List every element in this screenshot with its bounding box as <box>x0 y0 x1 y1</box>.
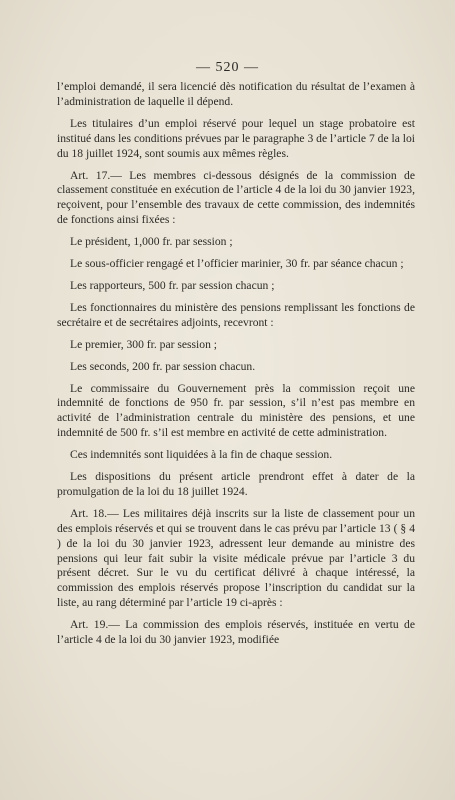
paragraph-commissaire: Le commissaire du Gouvernement près la commission reçoit une indemnité de fonctions de 950 fr. par session, s’il n’est pas membre en activité de l’administration centrale du ministère des pensions, et une indemnité de 500 fr. s’il est membre en activité de cette administration. <box>57 381 415 440</box>
page-number: — 520 — <box>196 60 259 75</box>
list-item-fonctionnaires: Les fonctionnaires du ministère des pensions remplissant les fonctions de secrétaire et de secrétaires adjoints, recevront : <box>57 300 415 329</box>
list-item-rapporteurs: Les rapporteurs, 500 fr. par session chacun ; <box>70 278 275 292</box>
paragraph-continuation: l’emploi demandé, il sera licencié dès notification du résultat de l’examen à l’administration de laquelle il dépend. <box>57 80 415 108</box>
article-18: Art. 18.— Les militaires déjà inscrits sur la liste de classement pour un des emplois réservés et qui se trouvent dans le cas prévu par l’article 13 ( § 4 ) de la loi du 30 janvier 1923, adressent leur demande au ministre des pensions qui leur fait subir la visite médicale prévue par l’article 3 du présent décret. Sur le vu du certificat délivré à chaque intéressé, la commission des emplois réservés propose l’inscription du candidat sur la liste, au rang déterminé par l’article 19 ci-après : <box>57 506 415 610</box>
article-17: Art. 17.— Les membres ci-dessous désignés de la commission de classement constituée en exécution de l’article 4 de la loi du 30 janvier 1923, reçoivent, pour l’ensemble des travaux de cette commission, des indemnités de fonctions ainsi fixées : <box>57 168 415 227</box>
list-item-sous-officier: Le sous-officier rengagé et l’officier marinier, 30 fr. par séance chacun ; <box>70 257 404 271</box>
list-item-president: Le président, 1,000 fr. par session ; <box>70 235 233 249</box>
article-19: Art. 19.— La commission des emplois réservés, instituée en vertu de l’article 4 de la loi du 30 janvier 1923, modifiée <box>57 618 415 647</box>
paragraph-liquidation: Ces indemnités sont liquidées à la fin de chaque session. <box>70 448 333 462</box>
paragraph-dispositions: Les dispositions du présent article prendront effet à dater de la promulgation de la loi du 18 juillet 1924. <box>57 470 415 498</box>
list-item-premier: Le premier, 300 fr. par session ; <box>70 337 217 351</box>
paragraph-stage-probatoire: Les titulaires d’un emploi réservé pour lequel un stage probatoire est institué dans les conditions prévues par le paragraphe 3 de l’article 7 de la loi du 18 juillet 1924, sont soumis aux mêmes règles. <box>57 116 415 160</box>
list-item-seconds: Les seconds, 200 fr. par session chacun. <box>70 359 256 373</box>
page-body <box>57 80 415 655</box>
